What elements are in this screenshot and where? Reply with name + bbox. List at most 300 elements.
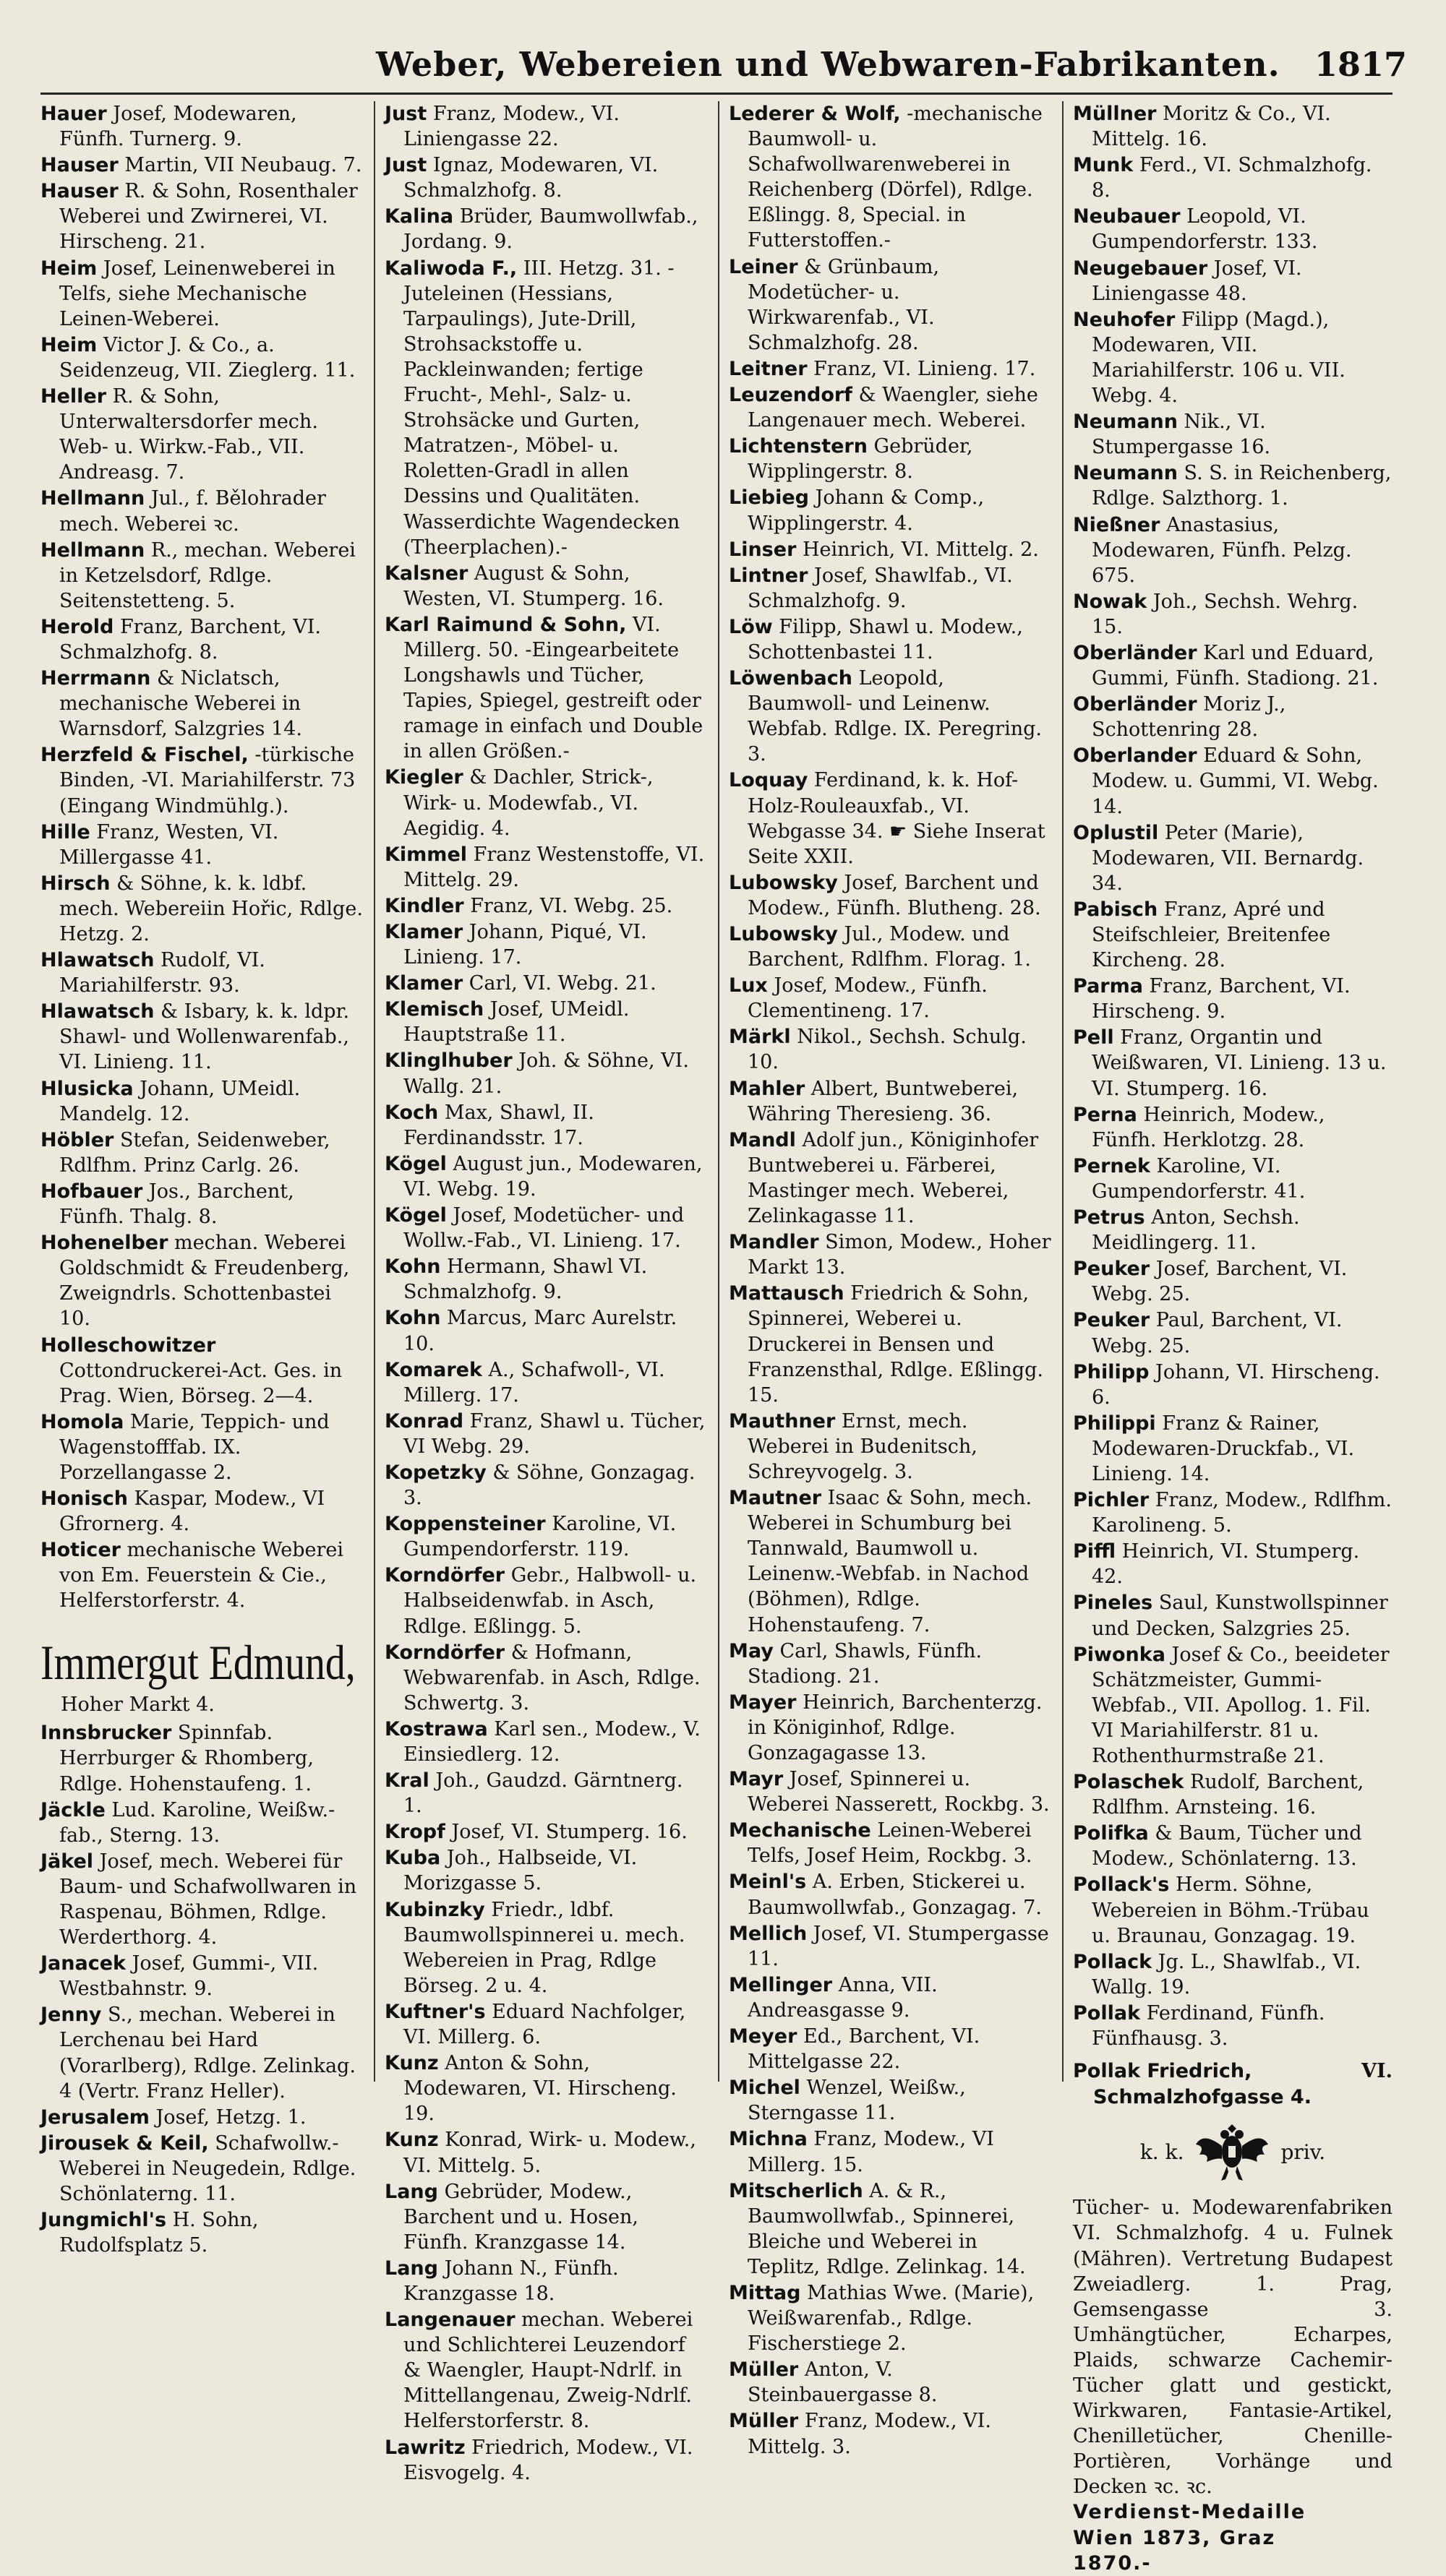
entry-details: Johann, UMeidl. Mandelg. 12.	[59, 1077, 301, 1125]
directory-entry	[40, 486, 363, 536]
directory-entry	[729, 382, 1051, 433]
entry-name: Herrmann	[40, 667, 151, 690]
entry-name: Hlusicka	[40, 1077, 134, 1100]
entry-details: Nikol., Sechsh. Schulg. 10.	[748, 1026, 1027, 1074]
entry-details: Anton, V. Steinbauergasse 8.	[748, 2358, 938, 2407]
entry-details: R., mechan. Weberei in Ketzelsdorf, Rdlge. Seitenstetteng. 5.	[59, 538, 356, 612]
directory-entry	[729, 1229, 1051, 1280]
entry-name: Holleschowitzer	[40, 1334, 216, 1357]
entry-list	[40, 1720, 363, 2258]
directory-entry	[385, 2307, 707, 2434]
directory-entry	[1073, 1205, 1392, 1255]
directory-entry	[1073, 153, 1392, 203]
directory-entry	[385, 1305, 707, 1356]
directory-entry	[1073, 1025, 1392, 1101]
entry-details: Ignaz, Modewaren, VI. Schmalzhofg. 8.	[403, 154, 659, 202]
entry-details: Martin, VII Neubaug. 7.	[124, 154, 362, 177]
ad-body: Tücher- u. Modewarenfabriken VI. Schmalzhofg. 4 u. Fulnek (Mähren). Vertretung Budapest Zweiadlerg. 1. Prag, Gemsengasse 3. Umhängtücher, Echarpes, Plaids, schwarze Cachemir-Tücher glatt und gestickt, Wirkwaren, Fantasie-Artikel, Chenilletücher, Chenille-Portièren, Vorhänge und Decken ꝛc. ꝛc.	[1073, 2197, 1392, 2499]
entry-details: Ernst, mech. Weberei in Budenitsch, Schreyvogelg. 3.	[748, 1409, 977, 1483]
entry-name: May	[729, 1639, 774, 1662]
ad-district: VI.	[1361, 2060, 1392, 2083]
entry-details: Franz, VI. Webg. 25.	[470, 894, 673, 917]
column-4	[1073, 101, 1392, 2575]
entry-name: Hauser	[40, 180, 119, 203]
entry-details: Brüder, Baumwollwfab., Jordang. 9.	[403, 205, 698, 254]
entry-details: Josef, Gummi-, VII. Westbahnstr. 9.	[59, 1952, 319, 2001]
entry-details: Karl sen., Modew., V. Einsiedlerg. 12.	[403, 1717, 701, 1766]
directory-entry	[385, 1254, 707, 1305]
entry-details: Anna, VII. Andreasgasse 9.	[748, 1973, 938, 2022]
entry-name: Hoticer	[40, 1539, 121, 1562]
entry-name: Kopetzky	[385, 1461, 487, 1484]
directory-entry	[40, 1537, 363, 1613]
directory-entry	[385, 842, 707, 893]
directory-entry	[40, 1798, 363, 1848]
directory-entry	[385, 1048, 707, 1099]
entry-details: Karoline, VI. Gumpendorferstr. 41.	[1092, 1154, 1306, 1203]
entry-details: Josef, UMeidl. Hauptstraße 11.	[403, 998, 630, 1047]
entry-details: Gebrüder, Modew., Barchent und u. Hosen, Fünfh. Kranzgasse 14.	[403, 2180, 638, 2254]
entry-name: Kubinzky	[385, 1898, 485, 1921]
directory-entry	[729, 2075, 1051, 2126]
ad-address: Schmalzhofgasse 4.	[1093, 2086, 1312, 2109]
entry-name: Hlawatsch	[40, 1000, 155, 1023]
directory-entry	[729, 1409, 1051, 1485]
entry-name: Kögel	[385, 1204, 447, 1227]
entry-details: Simon, Modew., Hoher Markt 13.	[748, 1231, 1051, 1279]
entry-name: Mautner	[729, 1487, 822, 1510]
entry-details: Spinnfab. Herrburger & Rhomberg, Rdlge. Hohenstaufeng. 1.	[59, 1722, 314, 1795]
entry-details: Rudolf, Barchent, Rdlfhm. Arnsteing. 16.	[1092, 1771, 1364, 1819]
directory-entry	[385, 1203, 707, 1253]
crest-right-label: priv.	[1280, 2139, 1326, 2164]
entry-name: Jäkel	[40, 1850, 94, 1873]
entry-details: R. & Sohn, Rosenthaler Weberei und Zwirnerei, VI. Hirscheng. 21.	[59, 180, 358, 254]
directory-entry	[1073, 589, 1392, 640]
entry-details: Heinrich, VI. Stumperg. 42.	[1092, 1540, 1360, 1589]
directory-entry	[1073, 1821, 1392, 1871]
directory-entry	[729, 1639, 1051, 1689]
entry-name: Michel	[729, 2077, 800, 2100]
entry-details: & Söhne, k. k. ldbf. mech. Webereiin Hořic, Rdlge. Hetzg. 2.	[59, 872, 363, 945]
display-ad-name: Immergut Edmund,	[40, 1634, 356, 1690]
directory-entry	[40, 1333, 363, 1409]
directory-entry	[1073, 1769, 1392, 1820]
directory-entry	[729, 1972, 1051, 2023]
entry-details: Josef, VI. Stumpergasse 11.	[748, 1922, 1049, 1970]
directory-entry	[385, 1999, 707, 2050]
directory-entry	[385, 256, 707, 560]
directory-entry	[1073, 692, 1392, 742]
entry-details: Herm. Söhne, Webereien in Böhm.-Trübau u. Braunau, Gonzagag. 19.	[1092, 1873, 1369, 1947]
entry-details: Eduard Nachfolger, VI. Millerg. 6.	[403, 2000, 686, 2049]
entry-name: Müller	[729, 2358, 799, 2382]
entry-details: Josef, mech. Weberei für Baum- und Schafwollwaren in Raspenau, Böhmen, Rdlge. Werderthorg. 4.	[59, 1850, 357, 1949]
entry-details: Hermann, Shawl VI. Schmalzhofg. 9.	[403, 1255, 648, 1304]
column-divider	[1062, 101, 1064, 2082]
directory-entry	[729, 2357, 1051, 2408]
entry-name: Just	[385, 103, 427, 125]
entry-name: Piwonka	[1073, 1643, 1165, 1666]
entry-details: Josef, Leinenweberei in Telfs, siehe Mechanische Leinen-Weberei.	[59, 257, 335, 330]
directory-entry	[40, 1076, 363, 1127]
directory-entry	[40, 1230, 363, 1331]
entry-list	[1073, 101, 1392, 2051]
entry-name: Petrus	[1073, 1206, 1145, 1229]
directory-entry	[1073, 1102, 1392, 1153]
directory-entry	[40, 1720, 363, 1796]
entry-details: Gebrüder, Wipplingerstr. 8.	[748, 435, 973, 484]
entry-name: Jenny	[40, 2004, 102, 2027]
entry-name: Pell	[1073, 1026, 1114, 1049]
entry-details: Adolf jun., Königinhofer Buntweberei u. Färberei, Mastinger mech. Weberei, Zelinkagasse 11.	[748, 1128, 1039, 1228]
entry-name: Neubauer	[1073, 205, 1181, 228]
entry-details: Josef, VI. Liniengasse 48.	[1092, 257, 1302, 305]
entry-details: Heinrich, Modew., Fünfh. Herklotzg. 28.	[1092, 1103, 1325, 1151]
entry-details: Franz & Rainer, Modewaren-Druckfab., VI. Linieng. 14.	[1092, 1412, 1355, 1485]
entry-name: Mahler	[729, 1077, 805, 1100]
entry-details: Marie, Teppich- und Wagenstofffab. IX. Porzellangasse 2.	[59, 1410, 330, 1484]
entry-name: Kögel	[385, 1152, 447, 1175]
directory-entry	[729, 2408, 1051, 2459]
entry-details: Heinrich, Barchenterzg. in Königinhof, Rdlge. Gonzagagasse 13.	[748, 1691, 1043, 1764]
entry-name: Herzfeld & Fischel,	[40, 744, 249, 767]
entry-name: Müllner	[1073, 103, 1157, 125]
entry-details: Franz, Modew., Rdlfhm. Karolineng. 5.	[1092, 1489, 1392, 1537]
entry-details: Filipp, Shawl u. Modew., Schottenbastei 11.	[748, 615, 1023, 664]
entry-name: Kalina	[385, 205, 454, 228]
entry-name: Lederer & Wolf,	[729, 103, 901, 125]
column-2	[385, 101, 707, 2484]
entry-details: Saul, Kunstwollspinner und Decken, Salzgries 25.	[1092, 1592, 1388, 1640]
entry-details: Johann N., Fünfh. Kranzgasse 18.	[403, 2257, 619, 2305]
directory-entry	[385, 765, 707, 841]
entry-name: Korndörfer	[385, 1564, 505, 1587]
directory-entry	[40, 2002, 363, 2103]
entry-name: Löwenbach	[729, 667, 853, 690]
entry-details: S. S. in Reichenberg, Rdlge. Salzthorg. 1.	[1092, 462, 1392, 510]
directory-entry	[1073, 1949, 1392, 2000]
entry-details: A., Schafwoll-, VI. Millerg. 17.	[403, 1358, 665, 1407]
entry-details: Anton, Sechsh. Meidlingerg. 11.	[1092, 1206, 1300, 1255]
entry-name: Koppensteiner	[385, 1513, 546, 1536]
entry-details: Ferdinand, Fünfh. Fünfhausg. 3.	[1092, 2001, 1325, 2051]
entry-details: Johann, VI. Hirscheng. 6.	[1092, 1360, 1380, 1409]
entry-name: Oplustil	[1073, 821, 1159, 844]
entry-name: Koch	[385, 1101, 439, 1124]
entry-details: Josef, Spinnerei u. Weberei Nasserett, Rockbg. 3.	[748, 1768, 1050, 1816]
directory-entry	[385, 1151, 707, 1202]
entry-name: Munk	[1073, 154, 1134, 177]
entry-name: Lichtenstern	[729, 435, 868, 458]
entry-details: Ferd., VI. Schmalzhofg. 8.	[1092, 154, 1372, 202]
entry-name: Mittag	[729, 2281, 801, 2304]
directory-entry	[1073, 1539, 1392, 1589]
directory-entry	[40, 742, 363, 818]
directory-entry	[1073, 820, 1392, 896]
entry-details: Joh. & Söhne, VI. Wallg. 21.	[403, 1049, 689, 1098]
entry-details: Franz, VI. Linieng. 17.	[813, 357, 1036, 380]
page-number: 1817	[1314, 45, 1408, 84]
entry-name: Neugebauer	[1073, 257, 1208, 280]
directory-entry	[385, 1460, 707, 1511]
entry-details: & Waengler, siehe Langenauer mech. Weberei.	[748, 384, 1038, 432]
entry-details: mechan. Weberei Goldschmidt & Freudenberg, Zweigndrls. Schottenbastei 10.	[59, 1232, 350, 1331]
entry-name: Mitscherlich	[729, 2179, 863, 2202]
directory-entry	[1073, 256, 1392, 306]
entry-details: Josef, Modetücher- und Wollw.-Fab., VI. Linieng. 17.	[403, 1204, 685, 1253]
directory-entry	[40, 948, 363, 998]
entry-name: Hohenelber	[40, 1232, 168, 1255]
directory-entry	[729, 1281, 1051, 1407]
entry-name: Janacek	[40, 1952, 126, 1975]
entry-details: Lud. Karoline, Weißw.-fab., Sterng. 13.	[59, 1798, 335, 1847]
entry-name: Kindler	[385, 894, 464, 917]
directory-entry	[1073, 101, 1392, 152]
entry-details: & Isbary, k. k. ldpr. Shawl- und Wollenwarenfab., VI. Linieng. 11.	[59, 1000, 350, 1074]
entry-details: mechan. Weberei und Schlichterei Leuzendorf & Waengler, Haupt-Ndrlf. in Mittellangenau, Zweig-Ndrlf. Helferstorferstr. 8.	[403, 2309, 693, 2433]
directory-entry	[1073, 512, 1392, 588]
entry-name: Neumann	[1073, 411, 1178, 434]
entry-details: Marcus, Marc Aurelstr. 10.	[403, 1307, 677, 1355]
entry-details: Paul, Barchent, VI. Webg. 25.	[1092, 1309, 1343, 1357]
directory-entry	[385, 153, 707, 203]
directory-entry	[40, 1128, 363, 1178]
entry-details: -türkische Binden, -VI. Mariahilferstr. 73 (Eingang Windmühlg.).	[59, 744, 356, 817]
entry-details: Leopold, VI. Gumpendorferstr. 133.	[1092, 205, 1318, 254]
entry-name: Perna	[1073, 1103, 1137, 1126]
ad-medal-line: 1870.-	[1073, 2551, 1152, 2575]
entry-details: & Hofmann, Webwarenfab. in Asch, Rdlge. Schwertg. 3.	[403, 1641, 701, 1714]
entry-name: Philippi	[1073, 1412, 1156, 1435]
entry-details: Karl und Eduard, Gummi, Fünfh. Stadiong. 21.	[1092, 641, 1379, 690]
entry-details: Eduard & Sohn, Modew. u. Gummi, VI. Webg. 14.	[1092, 744, 1379, 818]
header-rule	[40, 93, 1392, 95]
entry-name: Mellich	[729, 1922, 808, 1945]
entry-name: Hellmann	[40, 487, 145, 510]
entry-name: Peuker	[1073, 1309, 1150, 1332]
entry-name: Karl Raimund & Sohn,	[385, 613, 627, 636]
entry-name: Nowak	[1073, 590, 1147, 613]
directory-entry	[729, 1818, 1051, 1868]
entry-details: Franz, Westen, VI. Millergasse 41.	[59, 820, 279, 869]
entry-details: Friedr., ldbf. Baumwollspinnerei u. mech. Webereien in Prag, Rdlge Börseg. 2 u. 4.	[403, 1898, 685, 1997]
entry-name: Jäckle	[40, 1798, 106, 1821]
entry-name: Heller	[40, 385, 107, 408]
entry-name: Kimmel	[385, 843, 468, 866]
directory-entry	[729, 666, 1051, 767]
entry-details: Josef, Shawlfab., VI. Schmalzhofg. 9.	[748, 564, 1013, 612]
entry-details: Leopold, Baumwoll- und Leinenw. Webfab. Rdlge. IX. Peregring. 3.	[748, 667, 1042, 766]
entry-details: VI. Millerg. 50. -Eingearbeitete Longshawls und Tücher, Tapies, Spiegel, gestreift oder ramage in einfach und Double in allen Größen.-	[403, 613, 703, 763]
entry-details: Ferdinand, k. k. Hof-Holz-Rouleauxfab., VI. Webgasse 34. ☛ Siehe Inserat Seite XXII.	[748, 769, 1045, 868]
directory-entry	[385, 1357, 707, 1408]
directory-entry	[385, 1640, 707, 1716]
entry-name: Just	[385, 154, 427, 177]
directory-entry	[40, 384, 363, 485]
directory-entry	[40, 1486, 363, 1537]
entry-name: Leiner	[729, 255, 798, 278]
entry-details: Franz, Modew., VI. Liniengasse 22.	[403, 103, 620, 151]
entry-details: Josef, Barchent und Modew., Fünfh. Blutheng. 28.	[748, 871, 1041, 919]
directory-entry	[385, 1563, 707, 1639]
entry-name: Leuzendorf	[729, 384, 852, 407]
entry-details: Franz, Organtin und Weißwaren, VI. Linieng. 13 u. VI. Stumperg. 16.	[1092, 1026, 1387, 1100]
entry-name: Klamer	[385, 921, 463, 943]
entry-details: & Baum, Tücher und Modew., Schönlaterng. 13.	[1092, 1822, 1362, 1871]
directory-entry	[385, 1819, 707, 1845]
directory-entry	[729, 922, 1051, 972]
directory-entry	[385, 1511, 707, 1562]
directory-entry	[40, 1951, 363, 2001]
entry-name: Neumann	[1073, 462, 1178, 485]
directory-entry	[729, 2126, 1051, 2177]
entry-name: Hofbauer	[40, 1180, 143, 1203]
directory-entry	[729, 973, 1051, 1023]
entry-details: Cottondruckerei-Act. Ges. in Prag. Wien, Börseg. 2—4.	[59, 1359, 343, 1407]
entry-name: Kuftner's	[385, 2000, 486, 2023]
directory-entry	[40, 1179, 363, 1229]
directory-entry	[1073, 204, 1392, 254]
directory-entry	[1073, 1487, 1392, 1538]
directory-entry	[40, 256, 363, 332]
directory-entry	[729, 537, 1051, 562]
directory-entry	[385, 101, 707, 152]
entry-name: Leitner	[729, 357, 808, 380]
directory-entry	[385, 2127, 707, 2178]
entry-details: Jul., f. Bělohrader mech. Weberei ꝛc.	[59, 487, 326, 536]
entry-name: Piffl	[1073, 1540, 1116, 1563]
directory-entry	[385, 919, 707, 970]
entry-name: Pabisch	[1073, 898, 1158, 921]
entry-name: Polifka	[1073, 1822, 1149, 1845]
columns	[40, 101, 1392, 2575]
directory-entry	[729, 768, 1051, 869]
entry-details: Franz, Modew., VI. Mittelg. 3.	[748, 2410, 991, 2458]
entry-name: Hellmann	[40, 538, 145, 562]
entry-name: Polaschek	[1073, 1771, 1184, 1794]
entry-name: Parma	[1073, 975, 1143, 998]
entry-name: Lang	[385, 2180, 438, 2203]
directory-entry	[385, 2179, 707, 2255]
entry-name: Philipp	[1073, 1360, 1150, 1383]
entry-details: Ed., Barchent, VI. Mittelgasse 22.	[748, 2025, 980, 2074]
entry-name: Lang	[385, 2257, 438, 2280]
column-divider	[718, 101, 719, 2082]
directory-entry	[1073, 1411, 1392, 1487]
entry-name: Pollak	[1073, 2001, 1141, 2025]
entry-name: Klamer	[385, 972, 463, 995]
directory-entry	[1073, 897, 1392, 973]
entry-details: Franz Westenstoffe, VI. Mittelg. 29.	[403, 843, 705, 891]
entry-details: S., mechan. Weberei in Lerchenau bei Hard (Vorarlberg), Rdlge. Zelinkag. 4 (Vertr. Franz Heller).	[59, 2004, 356, 2103]
entry-details: Konrad, Wirk- u. Modew., VI. Mittelg. 5.	[403, 2129, 696, 2177]
entry-name: Mellinger	[729, 1973, 833, 1996]
column-3	[729, 101, 1051, 2458]
directory-entry	[385, 997, 707, 1047]
entry-details: Franz, Modew., VI Millerg. 15.	[748, 2128, 994, 2176]
entry-name: Höbler	[40, 1128, 114, 1151]
entry-details: Victor J. & Co., a. Seidenzeug, VII. Zieglerg. 11.	[59, 333, 356, 382]
directory-entry	[385, 204, 707, 254]
directory-entry	[729, 1128, 1051, 1229]
entry-details: Jg. L., Shawlfab., VI. Wallg. 19.	[1092, 1950, 1361, 1998]
directory-entry	[40, 1849, 363, 1950]
ad-heading	[1073, 2058, 1392, 2084]
entry-name: Pollack	[1073, 1950, 1152, 1973]
entry-details: Karoline, VI. Gumpendorferstr. 119.	[403, 1513, 677, 1561]
directory-entry	[1073, 2001, 1392, 2051]
entry-list	[385, 101, 707, 2486]
entry-details: A. & R., Baumwollwfab., Spinnerei, Bleiche und Weberei in Teplitz, Rdlge. Zelinkag. 14.	[748, 2179, 1026, 2278]
column-divider	[374, 101, 375, 2082]
directory-entry	[385, 1768, 707, 1819]
entry-name: Mattausch	[729, 1282, 844, 1305]
entry-name: Kaliwoda F.,	[385, 257, 518, 280]
crest-left-label: k. k.	[1139, 2139, 1184, 2164]
directory-entry	[1073, 1154, 1392, 1204]
directory-entry	[385, 2256, 707, 2306]
directory-entry	[729, 870, 1051, 921]
entry-name: Oberländer	[1073, 693, 1197, 716]
entry-details: Nik., VI. Stumpergasse 16.	[1092, 411, 1271, 459]
entry-details: & Dachler, Strick-, Wirk- u. Modewfab., VI. Aegidig. 4.	[403, 766, 654, 840]
entry-details: Wenzel, Weißw., Sterngasse 11.	[748, 2077, 966, 2125]
entry-name: Honisch	[40, 1487, 128, 1511]
entry-name: Mauthner	[729, 1409, 836, 1433]
entry-name: Jungmichl's	[40, 2209, 167, 2232]
entry-details: Josef, Modew., Fünfh. Clementineng. 17.	[748, 974, 988, 1023]
entry-name: Heim	[40, 257, 98, 280]
directory-entry	[385, 561, 707, 611]
directory-entry	[385, 2051, 707, 2126]
entry-details: Franz, Shawl u. Tücher, VI Webg. 29.	[403, 1409, 706, 1458]
entry-name: Kalsner	[385, 562, 469, 585]
directory-entry	[40, 538, 363, 614]
directory-entry	[729, 1690, 1051, 1766]
directory-entry	[385, 971, 707, 996]
entry-details: August jun., Modewaren, VI. Webg. 19.	[403, 1152, 703, 1201]
directory-entry	[385, 612, 707, 765]
entry-name: Jirousek & Keil,	[40, 2131, 209, 2155]
entry-details: Leinen-Weberei Telfs, Josef Heim, Rockbg. 3.	[748, 1819, 1032, 1868]
directory-entry	[729, 1766, 1051, 1817]
directory-entry	[40, 2207, 363, 2258]
entry-details: August & Sohn, Westen, VI. Stumperg. 16.	[403, 562, 664, 610]
entry-name: Kunz	[385, 2052, 439, 2075]
entry-details: Jul., Modew. und Barchent, Rdlfhm. Florag. 1.	[748, 923, 1031, 971]
directory-entry	[40, 820, 363, 870]
entry-name: Mandl	[729, 1128, 796, 1151]
ad-medal-line: Wien 1873, Graz	[1073, 2526, 1276, 2549]
directory-entry	[729, 2280, 1051, 2356]
directory-entry	[1073, 640, 1392, 691]
entry-name: Hauser	[40, 154, 119, 177]
entry-name: Homola	[40, 1410, 124, 1433]
entry-name: Kral	[385, 1769, 429, 1793]
entry-details: -mechanische Baumwoll- u. Schafwollwarenweberei in Reichenberg (Dörfel), Rdlge. Eßlingg. 8, Special. in Futterstoffen.-	[748, 103, 1043, 252]
directory-entry	[1073, 743, 1392, 819]
entry-details: Anastasius, Modewaren, Fünfh. Pelzg. 675.	[1092, 513, 1352, 587]
entry-details: Kaspar, Modew., VI Gfrornerg. 4.	[59, 1487, 325, 1536]
running-head: Weber, Webereien und Webwaren-Fabrikanten.	[376, 45, 1280, 84]
entry-details: H. Sohn, Rudolfsplatz 5.	[59, 2209, 259, 2257]
entry-name: Langenauer	[385, 2309, 515, 2332]
entry-name: Lawritz	[385, 2436, 466, 2459]
entry-name: Lubowsky	[729, 871, 838, 894]
entry-name: Pineles	[1073, 1592, 1153, 1615]
directory-entry	[40, 332, 363, 383]
